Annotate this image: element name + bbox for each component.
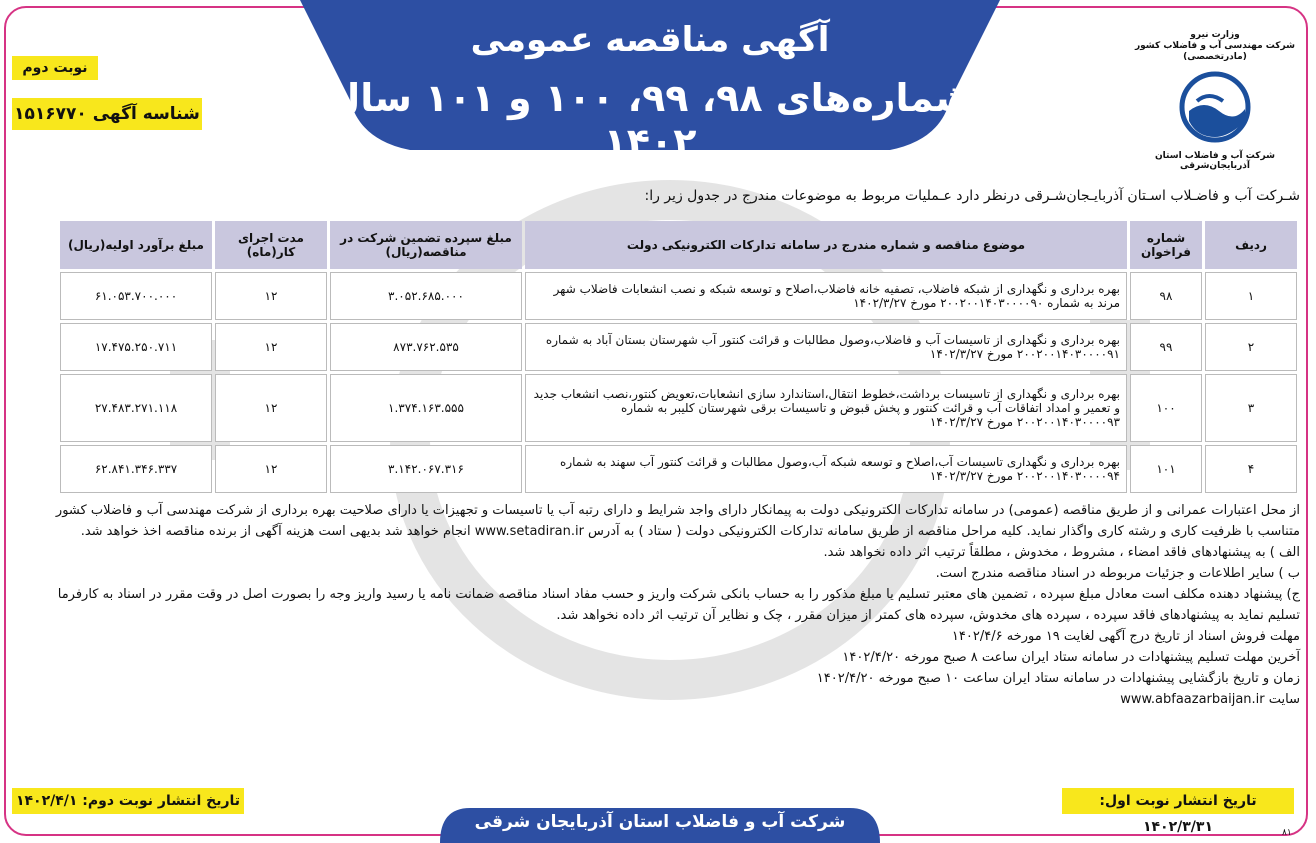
cell-subject: بهره برداری و نگهداری از تاسیسات آب و فاضلاب،وصول مطالبات و قرائت کنتور آب شهرستان بستان آباد به شماره ۲۰۰۲۰۰۱۴۰۳۰۰۰۰۹۱ مورخ ۱۴۰۲/۳/۲۷ — [525, 323, 1127, 371]
header-deposit: مبلغ سپرده تضمین شرکت در مناقصه(ریال) — [330, 221, 522, 269]
footer-company: شرکت آب و فاضلاب استان آذربایجان شرقی — [474, 812, 846, 832]
cell-row: ۴ — [1205, 445, 1297, 493]
header-estimate: مبلغ برآورد اولیه(ریال) — [60, 221, 212, 269]
cell-call: ۹۸ — [1130, 272, 1202, 320]
announcement-subtitle: شماره‌های ۹۸، ۹۹، ۱۰۰ و ۱۰۱ سال ۱۴۰۲ — [327, 76, 973, 164]
document-sale-deadline: مهلت فروش اسناد از تاریخ درج آگهی لغایت ۱۹ مورخه ۱۴۰۲/۴/۶ — [951, 629, 1300, 644]
header-call-number: شماره فراخوان — [1130, 221, 1202, 269]
ad-id-badge: شناسه آگهی ۱۵۱۶۷۷۰ — [12, 98, 202, 130]
cell-call: ۹۹ — [1130, 323, 1202, 371]
cell-call: ۱۰۰ — [1130, 374, 1202, 442]
table-row — [60, 272, 1297, 320]
announcement-title: آگهی مناقصه عمومی — [470, 20, 830, 60]
cell-subject: بهره برداری و نگهداری از تاسیسات برداشت،خطوط انتقال،استاندارد سازی انشعابات،تعویض کنتور،نصب انشعاب جدید و تعمیر و امداد اتفاقات آب و قرائت کنتور و پخش قبوض و تاسیسات برقی شهرستان کلیبر به شماره ۲۰۰۲۰۰۱۴۰۳۰۰۰۰۹۳ مورخ ۱۴۰۲/۳/۲۷ — [525, 374, 1127, 442]
regional-company-label: شرکت آب و فاضلاب استان آذربایجان‌شرقی — [1155, 151, 1275, 171]
cell-duration: ۱۲ — [215, 272, 327, 320]
ministry-label: وزارت نیرو — [1190, 30, 1240, 40]
company-label: شرکت مهندسی آب و فاضلاب کشور — [1134, 41, 1295, 51]
page-number: ۸۱ — [1282, 828, 1292, 838]
table-row — [60, 374, 1297, 442]
header-row-number: ردیف — [1205, 221, 1297, 269]
opening-date: زمان و تاریخ بازگشایی پیشنهادات در سامانه ستاد ایران ساعت ۱۰ صبح مورخه ۱۴۰۲/۴/۲۰ — [816, 671, 1300, 686]
header-duration: مدت اجرای کار(ماه) — [215, 221, 327, 269]
cell-duration: ۱۲ — [215, 445, 327, 493]
cell-estimate: ۱۷.۴۷۵.۲۵۰.۷۱۱ — [60, 323, 212, 371]
header-subject: موضوع مناقصه و شماره مندرج در سامانه تدارکات الکترونیکی دولت — [525, 221, 1127, 269]
table-row — [60, 323, 1297, 371]
cell-row: ۱ — [1205, 272, 1297, 320]
water-drop-icon — [1179, 71, 1251, 143]
company-note: (مادرتخصصی) — [1183, 52, 1247, 62]
terms-paragraph: از محل اعتبارات عمرانی و از طریق مناقصه (عمومی) در سامانه تدارکات الکترونیکی دولت به پیمانکار دارای واجد شرایط و دارای رتبه آب یا تاسیسات و تجهیزات یا دارای صلاحیت بهره برداری از شرکت مهندسی آب و فاضلاب کشور متناسب با ظرفیت کاری و رشته کاری واگذار نماید. کلیه مراحل مناقصه از طریق سامانه تدارکات الکترونیکی دولت ( ستاد ) به آدرس www.setadiran.ir انجام خواهد شد بدیهی است هزینه آگهی از برنده مناقصه اخذ خواهد شد. — [55, 503, 1300, 539]
cell-duration: ۱۲ — [215, 323, 327, 371]
submission-deadline: آخرین مهلت تسلیم پیشنهادات در سامانه ستاد ایران ساعت ۸ صبح مورخه ۱۴۰۲/۴/۲۰ — [842, 650, 1300, 665]
intro-text: شـرکت آب و فاضـلاب اسـتان آذربایـجان‌شـرقی درنظر دارد عـملیات مربوط به موضوعات مندرج در جدول زیر را: — [644, 188, 1300, 204]
cell-deposit: ۱.۳۷۴.۱۶۳.۵۵۵ — [330, 374, 522, 442]
cell-subject: بهره برداری و نگهداری از شبکه فاضلاب، تصفیه خانه فاضلاب،اصلاح و توسعه شبکه و نصب انشعابات فاضلاب شهر مرند به شماره ۲۰۰۲۰۰۱۴۰۳۰۰۰۰۹۰ مورخ ۱۴۰۲/۳/۲۷ — [525, 272, 1127, 320]
second-publish-date: تاریخ انتشار نوبت دوم: ۱۴۰۲/۴/۱ — [12, 788, 244, 814]
cell-deposit: ۳.۰۵۲.۶۸۵.۰۰۰ — [330, 272, 522, 320]
terms-section — [24, 500, 1300, 710]
terms-item-a: الف ) به پیشنهادهای فاقد امضاء ، مشروط ، مخدوش ، مطلقاً ترتیب اثر داده نخواهد شد. — [823, 545, 1300, 560]
cell-estimate: ۲۷.۴۸۳.۲۷۱.۱۱۸ — [60, 374, 212, 442]
table-header-row — [60, 221, 1297, 269]
tender-table — [57, 218, 1300, 496]
company-logo — [1125, 30, 1305, 180]
cell-row: ۳ — [1205, 374, 1297, 442]
table-row — [60, 445, 1297, 493]
cell-estimate: ۶۲.۸۴۱.۳۴۶.۳۳۷ — [60, 445, 212, 493]
cell-subject: بهره برداری و نگهداری تاسیسات آب،اصلاح و توسعه شبکه آب،وصول مطالبات و قرائت کنتور آب سهند به شماره ۲۰۰۲۰۰۱۴۰۳۰۰۰۰۹۴ مورخ ۱۴۰۲/۳/۲۷ — [525, 445, 1127, 493]
cell-row: ۲ — [1205, 323, 1297, 371]
first-publish-date: تاریخ انتشار نوبت اول: ۱۴۰۲/۳/۳۱ — [1062, 788, 1294, 814]
cell-deposit: ۸۷۳.۷۶۲.۵۳۵ — [330, 323, 522, 371]
cell-call: ۱۰۱ — [1130, 445, 1202, 493]
cell-duration: ۱۲ — [215, 374, 327, 442]
cell-deposit: ۳.۱۴۲.۰۶۷.۳۱۶ — [330, 445, 522, 493]
website-line: سایت www.abfaazarbaijan.ir — [1120, 692, 1300, 707]
terms-item-b: ب ) سایر اطلاعات و جزئیات مربوطه در اسناد مناقصه مندرج است. — [935, 566, 1300, 581]
cell-estimate: ۶۱.۰۵۳.۷۰۰.۰۰۰ — [60, 272, 212, 320]
round-badge: نوبت دوم — [12, 56, 98, 80]
terms-item-c: ج) پیشنهاد دهنده مکلف است معادل مبلغ سپرده ، تضمین های معتبر تسلیم یا مبلغ مذکور را به حساب بانکی شرکت واریز و حسب مفاد اسناد مناقصه ضمانت نامه یا رسید واریز وجه را بصورت اصل در وقت مقرر در اسناد به کارفرما تسلیم نماید به پیشنهادهای فاقد سپرده ، سپرده های مخدوش، سپرده های کمتر از میزان مقرر ، چک و نظایر آن ترتیب اثر داده نخواهد شد. — [57, 587, 1300, 623]
